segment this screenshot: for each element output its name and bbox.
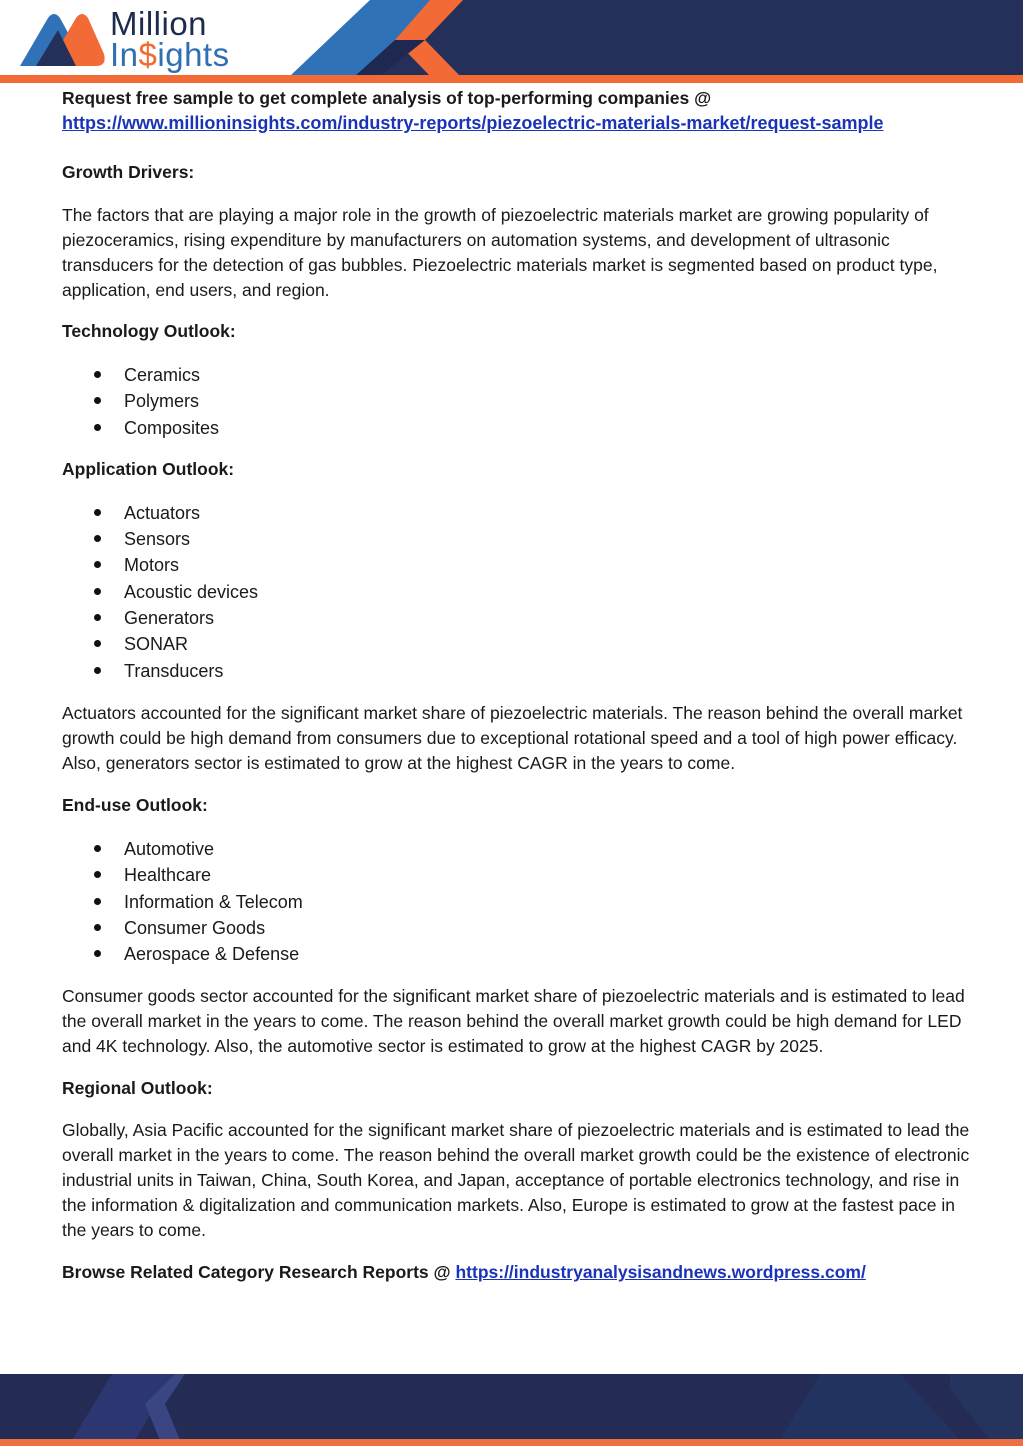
list-item bbox=[62, 631, 972, 657]
logo-line-1: Million bbox=[110, 5, 208, 42]
enduse-list bbox=[62, 836, 972, 967]
bullet-icon bbox=[94, 950, 101, 957]
list-item bbox=[62, 500, 972, 526]
list-item bbox=[62, 362, 972, 388]
list-item-label: Aerospace & Defense bbox=[124, 944, 300, 965]
bullet-icon bbox=[94, 424, 101, 431]
technology-list bbox=[62, 362, 972, 441]
list-item-label: Generators bbox=[124, 608, 215, 629]
bullet-icon bbox=[94, 535, 101, 542]
bullet-icon bbox=[94, 667, 101, 674]
logo-dollar-glyph: $ bbox=[138, 36, 158, 73]
request-sample-link[interactable]: https://www.millioninsights.com/industry-reports/piezoelectric-materials-market/request-sample bbox=[62, 113, 884, 133]
list-item bbox=[62, 658, 972, 684]
page-header bbox=[0, 0, 1023, 84]
logo-mark-icon bbox=[14, 6, 106, 72]
list-item bbox=[62, 605, 972, 631]
enduse-text: Consumer goods sector accounted for the significant market share of piezoelectric materials and is estimated to lead the overall market in the years to come. The reason behind the overall market growth could be high demand for LED and 4K technology. Also, the automotive sector is estimated to grow at the highest CAGR by 2025. bbox=[62, 986, 965, 1057]
list-item bbox=[62, 915, 972, 941]
list-item-label: Acoustic devices bbox=[124, 581, 259, 602]
list-item bbox=[62, 941, 972, 967]
footer-decoration bbox=[0, 1374, 1023, 1440]
list-item-label: Information & Telecom bbox=[124, 891, 303, 912]
document-body bbox=[62, 84, 972, 1285]
growth-drivers-heading: Growth Drivers: bbox=[62, 162, 195, 182]
bullet-icon bbox=[94, 588, 101, 595]
bullet-icon bbox=[94, 371, 101, 378]
page-footer bbox=[0, 1374, 1023, 1448]
bullet-icon bbox=[94, 845, 101, 852]
list-item-label: SONAR bbox=[124, 634, 189, 655]
list-item bbox=[62, 388, 972, 414]
bullet-icon bbox=[94, 509, 101, 516]
logo-wordmark bbox=[110, 5, 230, 73]
bullet-icon bbox=[94, 924, 101, 931]
list-item bbox=[62, 579, 972, 605]
list-item-label: Automotive bbox=[124, 838, 215, 859]
list-item-label: Motors bbox=[124, 555, 180, 576]
regional-text: Globally, Asia Pacific accounted for the significant market share of piezoelectric materials and is estimated to lead the overall market in the years to come. The reason behind the overall market growth could be the existence of electronic industrial units in Taiwan, China, South Korea, and Japan, acceptance of portable electronics technology, and rise in the information & digitalization and communication markets. Also, Europe is estimated to grow at the fastest pace in the years to come. bbox=[62, 1120, 970, 1241]
list-item-label: Composites bbox=[124, 417, 220, 438]
browse-related-label: Browse Related Category Research Reports @ bbox=[62, 1262, 451, 1283]
list-item bbox=[62, 836, 972, 862]
footer-orange-bar bbox=[0, 1439, 1023, 1446]
list-item-label: Consumer Goods bbox=[124, 917, 266, 938]
list-item bbox=[62, 862, 972, 888]
list-item bbox=[62, 526, 972, 552]
bullet-icon bbox=[94, 614, 101, 621]
browse-related-line bbox=[62, 1260, 972, 1285]
logo-line-2 bbox=[110, 36, 230, 73]
list-item-label: Transducers bbox=[124, 660, 224, 681]
list-item-label: Healthcare bbox=[124, 865, 212, 886]
bullet-icon bbox=[94, 898, 101, 905]
browse-related-link[interactable]: https://industryanalysisandnews.wordpress.com/ bbox=[455, 1262, 866, 1283]
logo-line-2-post: ights bbox=[157, 36, 230, 73]
growth-drivers-text: The factors that are playing a major role in the growth of piezoelectric materials market are growing popularity of piezoceramics, rising expenditure by manufacturers on automation systems, and development of ultrasonic transducers for the detection of gas bubbles. Piezoelectric materials market is segmented based on product type, application, end users, and region. bbox=[62, 205, 938, 300]
header-orange-bar bbox=[0, 75, 1023, 83]
bullet-icon bbox=[94, 397, 101, 404]
regional-outlook-heading: Regional Outlook: bbox=[62, 1078, 213, 1099]
bullet-icon bbox=[94, 640, 101, 647]
list-item bbox=[62, 415, 972, 441]
bullet-icon bbox=[94, 561, 101, 568]
list-item-label: Polymers bbox=[124, 391, 200, 412]
request-sample-lead: Request free sample to get complete analysis of top-performing companies @ bbox=[62, 88, 712, 108]
list-item-label: Actuators bbox=[124, 502, 201, 523]
enduse-outlook-heading: End-use Outlook: bbox=[62, 794, 208, 815]
list-item bbox=[62, 889, 972, 915]
list-item-label: Ceramics bbox=[124, 365, 201, 385]
request-sample-link-line bbox=[62, 111, 972, 136]
application-text: Actuators accounted for the significant market share of piezoelectric materials. The reason behind the overall market growth could be high demand from consumers due to exceptional rotational speed and a tool of high power efficacy. Also, generators sector is estimated to grow at the highest CAGR in the years to come. bbox=[62, 702, 963, 773]
brand-logo[interactable] bbox=[14, 6, 254, 76]
list-item-label: Sensors bbox=[124, 529, 191, 550]
application-outlook-heading: Application Outlook: bbox=[62, 458, 235, 479]
list-item bbox=[62, 552, 972, 578]
application-list bbox=[62, 500, 972, 684]
bullet-icon bbox=[94, 871, 101, 878]
technology-outlook-heading: Technology Outlook: bbox=[62, 321, 236, 341]
logo-line-2-pre: In bbox=[110, 36, 139, 73]
